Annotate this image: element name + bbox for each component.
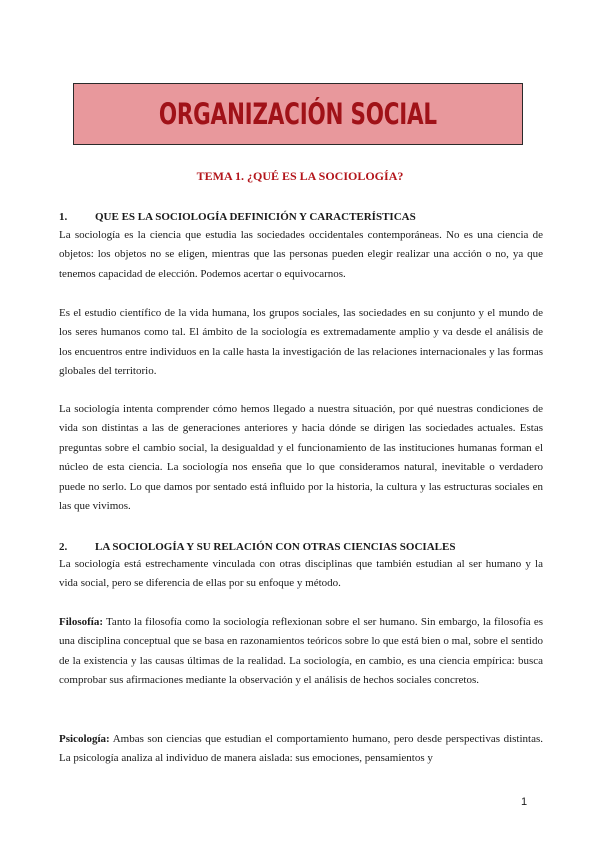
section-1-title: QUE ES LA SOCIOLOGÍA DEFINICIÓN Y CARACTERÍSTICAS bbox=[95, 211, 416, 223]
section-2-title: LA SOCIOLOGÍA Y SU RELACIÓN CON OTRAS CIENCIAS SOCIALES bbox=[95, 541, 456, 553]
section-1-heading bbox=[59, 210, 549, 224]
filosofia-text: Tanto la filosofía como la sociología reflexionan sobre el ser humano. Sin embargo, la filosofía es una disciplina conceptual que se basa en razonamientos teóricos sobre lo que está bien o mal, sobre el sentido de la existencia y las causas últimas de la realidad. La sociología, en cambio, es una ciencia empírica: busca comprobar sus afirmaciones mediante la observación y el análisis de hechos sociales concretos. bbox=[59, 616, 543, 687]
filosofia-term: Filosofía: bbox=[59, 616, 103, 628]
psicologia-term: Psicología: bbox=[59, 733, 110, 745]
section-1-number: 1. bbox=[59, 211, 68, 223]
title-banner bbox=[73, 83, 523, 145]
psicologia-text: Ambas son ciencias que estudian el comportamiento humano, pero desde perspectivas distintas. La psicología analiza al individuo de manera aislada: sus emociones, pensamientos y bbox=[59, 733, 543, 765]
psicologia-paragraph bbox=[59, 730, 543, 769]
page-number: 1 bbox=[520, 796, 528, 808]
section-1-paragraph-3: La sociología intenta comprender cómo hemos llegado a nuestra situación, por qué nuestras condiciones de vida son distintas a las de generaciones anteriores y hacia dónde se dirigen las sociedades actuales. Estas preguntas sobre el cambio social, la desigualdad y el funcionamiento de las instituciones humanas forman el núcleo de esta ciencia. La sociología nos enseña que lo que consideramos natural, inevitable o verdadero puede no serlo. Lo que damos por sentado está influido por la historia, la cultura y las estructuras sociales en las que vivimos. bbox=[59, 403, 543, 513]
document-title: ORGANIZACIÓN SOCIAL bbox=[158, 97, 438, 131]
section-1-paragraph-2: Es el estudio científico de la vida humana, los grupos sociales, las sociedades en su conjunto y el mundo de los seres humanos como tal. El ámbito de la sociología es extremadamente amplio y va desde el análisis de los encuentros entre individuos en la calle hasta la investigación de las relaciones internacionales y las formas globales del territorio. bbox=[59, 307, 543, 378]
section-2-intro: La sociología está estrechamente vinculada con otras disciplinas que también estudian al ser humano y la vida social, pero se diferencia de ellas por su enfoque y método. bbox=[59, 558, 543, 590]
topic-heading: TEMA 1. ¿QUÉ ES LA SOCIOLOGÍA? bbox=[196, 169, 404, 183]
filosofia-paragraph bbox=[59, 613, 543, 691]
section-2-number: 2. bbox=[59, 541, 68, 553]
section-1-paragraph-1: La sociología es la ciencia que estudia las sociedades occidentales contemporáneas. No es una ciencia de objetos: los objetos no se eligen, mientras que las personas pueden elegir realizar una acción o no, ya que tenemos capacidad de elección. Podemos acertar o equivocarnos. bbox=[59, 229, 543, 280]
section-2-heading bbox=[59, 540, 549, 554]
